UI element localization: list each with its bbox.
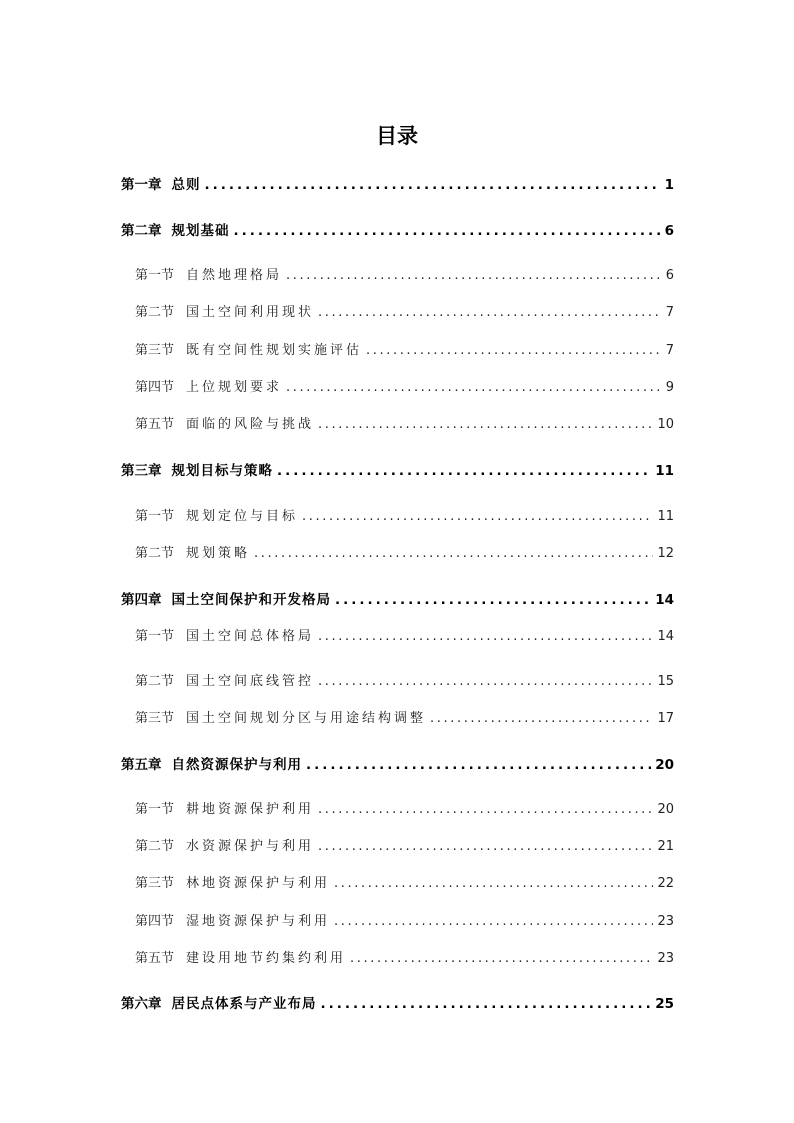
toc-entry-title: 建设用地节约集约利用 — [186, 951, 347, 966]
toc-page-number: 20 — [657, 802, 674, 817]
toc-entry-title: 国土空间利用现状 — [186, 305, 315, 320]
toc-entry-title: 自然地理格局 — [186, 268, 283, 283]
toc-leader-dots — [254, 546, 653, 561]
toc-page-number: 10 — [657, 417, 674, 432]
toc-leader-dots — [430, 711, 653, 726]
toc-page-number: 22 — [657, 876, 674, 891]
toc-entry-number: 第五节 — [135, 417, 175, 432]
toc-entry-label — [135, 798, 314, 817]
toc-leader-dots — [277, 463, 651, 479]
toc-entry-label — [121, 992, 317, 1012]
toc-entry-number: 第一节 — [135, 509, 175, 524]
toc-section-entry[interactable] — [135, 301, 674, 320]
toc-entry-label — [121, 753, 302, 773]
toc-entry-title: 面临的风险与挑战 — [186, 417, 315, 432]
toc-entry-label — [135, 707, 426, 726]
toc-entry-number: 第二节 — [135, 546, 175, 561]
toc-leader-dots — [286, 380, 662, 395]
toc-entry-number: 第三章 — [121, 463, 162, 479]
toc-entry-number: 第三节 — [135, 711, 175, 726]
toc-entry-number: 第三节 — [135, 343, 175, 358]
toc-leader-dots — [302, 509, 653, 524]
toc-leader-dots — [306, 757, 651, 773]
toc-page-number: 20 — [655, 757, 674, 773]
toc-entry-label — [121, 588, 331, 608]
toc-leader-dots — [318, 629, 653, 644]
toc-entry-label — [135, 301, 314, 320]
toc-entry-title: 规划基础 — [171, 223, 230, 239]
toc-entry-label — [135, 376, 282, 395]
toc-entry-label — [135, 625, 314, 644]
toc-entry-label — [135, 910, 330, 929]
toc-entry-title: 国土空间保护和开发格局 — [171, 592, 331, 608]
toc-entry-title: 国土空间规划分区与用途结构调整 — [186, 711, 427, 726]
toc-entry-title: 既有空间性规划实施评估 — [186, 343, 363, 358]
toc-leader-dots — [334, 914, 653, 929]
toc-leader-dots — [286, 268, 662, 283]
toc-leader-dots — [318, 674, 653, 689]
toc-leader-dots — [318, 839, 653, 854]
toc-page-number: 9 — [665, 380, 674, 395]
toc-section-entry[interactable] — [135, 339, 674, 358]
toc-section-entry[interactable] — [135, 707, 674, 726]
toc-leader-dots — [335, 592, 651, 608]
toc-entry-title: 水资源保护与利用 — [186, 839, 315, 854]
toc-entry-label — [121, 459, 273, 479]
toc-section-entry[interactable] — [135, 413, 674, 432]
toc-entry-number: 第二节 — [135, 839, 175, 854]
toc-chapter-entry[interactable] — [121, 753, 674, 773]
toc-section-entry[interactable] — [135, 264, 674, 283]
toc-page-number: 7 — [665, 305, 674, 320]
toc-section-entry[interactable] — [135, 505, 674, 524]
toc-entry-title: 居民点体系与产业布局 — [171, 996, 317, 1012]
toc-page-number: 23 — [657, 914, 674, 929]
toc-entry-number: 第一节 — [135, 629, 175, 644]
toc-page-number: 6 — [665, 268, 674, 283]
toc-section-entry[interactable] — [135, 670, 674, 689]
toc-section-entry[interactable] — [135, 542, 674, 561]
toc-leader-dots — [234, 223, 661, 239]
toc-entry-label — [135, 835, 314, 854]
toc-leader-dots — [318, 417, 653, 432]
toc-entry-label — [121, 173, 201, 193]
toc-entry-title: 自然资源保护与利用 — [171, 757, 302, 773]
toc-page-number: 1 — [664, 177, 674, 193]
toc-leader-dots — [366, 343, 662, 358]
toc-section-entry[interactable] — [135, 625, 674, 644]
toc-page-number: 7 — [665, 343, 674, 358]
toc-entry-number: 第六章 — [121, 996, 162, 1012]
toc-entry-number: 第一节 — [135, 268, 175, 283]
toc-section-entry[interactable] — [135, 872, 674, 891]
toc-page-number: 21 — [657, 839, 674, 854]
toc-page-number: 23 — [657, 951, 674, 966]
toc-leader-dots — [318, 305, 662, 320]
toc-page-number: 11 — [655, 463, 674, 479]
toc-entry-title: 林地资源保护与利用 — [186, 876, 331, 891]
toc-section-entry[interactable] — [135, 910, 674, 929]
toc-entry-label — [135, 872, 330, 891]
toc-entry-number: 第五节 — [135, 951, 175, 966]
toc-entry-title: 湿地资源保护与利用 — [186, 914, 331, 929]
toc-entry-title: 规划策略 — [186, 546, 251, 561]
toc-page-number: 6 — [664, 223, 674, 239]
toc-entry-label — [135, 339, 362, 358]
toc-entry-number: 第四章 — [121, 592, 162, 608]
toc-entry-label — [135, 264, 282, 283]
toc-entry-number: 第一章 — [121, 177, 162, 193]
toc-leader-dots — [205, 177, 661, 193]
toc-entry-number: 第二节 — [135, 305, 175, 320]
toc-title: 目录 — [376, 124, 418, 148]
toc-entry-label — [121, 219, 230, 239]
toc-section-entry[interactable] — [135, 947, 674, 966]
toc-entry-number: 第三节 — [135, 876, 175, 891]
toc-entry-label — [135, 505, 298, 524]
toc-entry-number: 第五章 — [121, 757, 162, 773]
toc-chapter-entry[interactable] — [121, 459, 674, 479]
toc-chapter-entry[interactable] — [121, 588, 674, 608]
toc-section-entry[interactable] — [135, 376, 674, 395]
toc-leader-dots — [318, 802, 653, 817]
toc-entry-label — [135, 670, 314, 689]
toc-entry-title: 规划目标与策略 — [171, 463, 273, 479]
toc-entry-title: 规划定位与目标 — [186, 509, 299, 524]
toc-entry-number: 第一节 — [135, 802, 175, 817]
toc-section-entry[interactable] — [135, 835, 674, 854]
toc-chapter-entry[interactable] — [121, 219, 674, 239]
toc-entry-label — [135, 413, 314, 432]
toc-page-number: 17 — [657, 711, 674, 726]
toc-page-number: 25 — [655, 996, 674, 1012]
toc-entry-number: 第四节 — [135, 914, 175, 929]
toc-section-entry[interactable] — [135, 798, 674, 817]
toc-entry-title: 耕地资源保护利用 — [186, 802, 315, 817]
toc-page-number: 14 — [655, 592, 674, 608]
toc-page-number: 12 — [657, 546, 674, 561]
toc-leader-dots — [321, 996, 652, 1012]
toc-entry-title: 国土空间总体格局 — [186, 629, 315, 644]
toc-page-number: 14 — [657, 629, 674, 644]
toc-leader-dots — [334, 876, 653, 891]
toc-entry-number: 第二章 — [121, 223, 162, 239]
toc-entry-label — [135, 542, 250, 561]
toc-leader-dots — [350, 951, 653, 966]
toc-entry-label — [135, 947, 346, 966]
toc-page-number: 15 — [657, 674, 674, 689]
toc-entry-title: 国土空间底线管控 — [186, 674, 315, 689]
toc-entry-title: 总则 — [171, 177, 201, 193]
toc-entry-number: 第二节 — [135, 674, 175, 689]
toc-entry-number: 第四节 — [135, 380, 175, 395]
toc-chapter-entry[interactable] — [121, 992, 674, 1012]
toc-chapter-entry[interactable] — [121, 173, 674, 193]
toc-page-number: 11 — [657, 509, 674, 524]
toc-entry-title: 上位规划要求 — [186, 380, 283, 395]
